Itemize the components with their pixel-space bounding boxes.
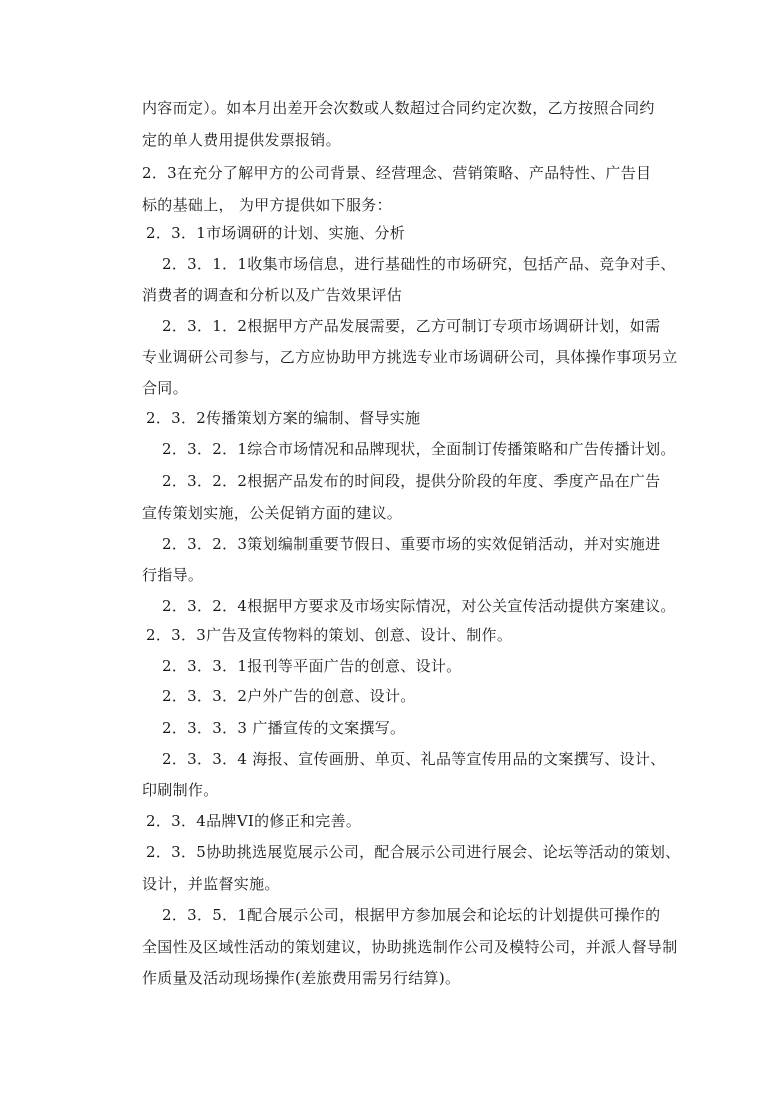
text-line: 合同。 [142, 379, 188, 397]
text-line: 2．3在充分了解甲方的公司背景、经营理念、营销策略、产品特性、广告目 [142, 164, 652, 182]
text-line: 2．3．1市场调研的计划、实施、分析 [146, 224, 406, 242]
text-line: 2．3．3．3 广播宣传的文案撰写。 [162, 719, 406, 737]
text-line: 行指导。 [142, 566, 204, 584]
text-line: 2．3．2．2根据产品发布的时间段，提供分阶段的年度、季度产品在广告 [162, 472, 661, 490]
text-line: 内容而定）。如本月出差开会次数或人数超过合同约定次数，乙方按照合同约 [142, 99, 655, 117]
text-line: 2．3．3．1报刊等平面广告的创意、设计。 [162, 657, 462, 675]
text-line: 作质量及活动现场操作(差旅费用需另行结算)。 [142, 969, 461, 987]
text-line: 2．3．3．4 海报、宣传画册、单页、礼品等宣传用品的文案撰写、设计、 [162, 750, 666, 768]
text-line: 宣传策划实施，公关促销方面的建议。 [142, 504, 403, 522]
text-line: 印刷制作。 [142, 781, 219, 799]
text-line: 2．3．1．1收集市场信息，进行基础性的市场研究，包括产品、竞争对手、 [162, 255, 676, 273]
text-line: 2．3．3．2户外广告的创意、设计。 [162, 687, 416, 705]
text-line: 2．3．2．1综合市场情况和品牌现状，全面制订传播策略和广告传播计划。 [162, 440, 676, 458]
text-line: 2．3．2．4根据甲方要求及市场实际情况，对公关宣传活动提供方案建议。 [162, 597, 676, 615]
text-line: 定的单人费用提供发票报销。 [142, 131, 341, 149]
text-line: 2．3．4品牌VI的修正和完善。 [146, 812, 362, 830]
text-line: 标的基础上， 为甲方提供如下服务： [142, 196, 392, 214]
text-line: 2．3．3广告及宣传物料的策划、创意、设计、制作。 [146, 626, 513, 644]
text-line: 2．3．5．1配合展示公司，根据甲方参加展会和论坛的计划提供可操作的 [162, 906, 661, 924]
text-line: 2．3．2传播策划方案的编制、督导实施 [146, 409, 421, 427]
text-line: 全国性及区域性活动的策划建议，协助挑选制作公司及模特公司，并派人督导制 [142, 938, 678, 956]
text-line: 2．3．1．2根据甲方产品发展需要，乙方可制订专项市场调研计划，如需 [162, 317, 661, 335]
text-line: 设计，并监督实施。 [142, 875, 280, 893]
text-line: 2．3．2．3策划编制重要节假日、重要市场的实效促销活动，并对实施进 [162, 535, 661, 553]
text-line: 2．3．5协助挑选展览展示公司，配合展示公司进行展会、论坛等活动的策划、 [146, 843, 681, 861]
text-line: 消费者的调查和分析以及广告效果评估 [142, 286, 403, 304]
text-line: 专业调研公司参与，乙方应协助甲方挑选专业市场调研公司，具体操作事项另立 [142, 348, 678, 366]
